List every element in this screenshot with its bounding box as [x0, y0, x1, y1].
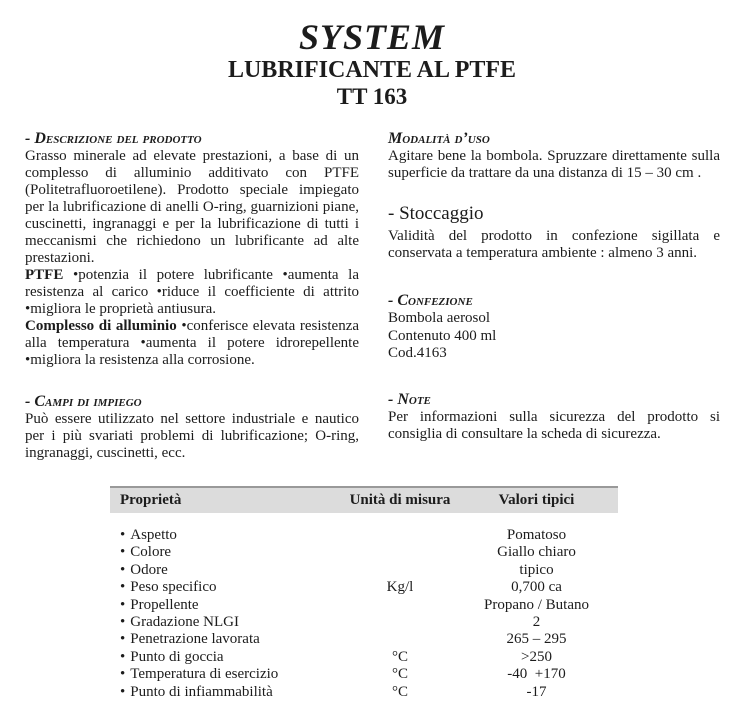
- note-body: Per informazioni sulla sicurezza del prodotto si consiglia di consultare la scheda di sicurezza.: [388, 408, 720, 442]
- right-column: [388, 130, 720, 443]
- property-value: tipico: [519, 561, 554, 578]
- property-unit: °C: [391, 683, 408, 700]
- bullet-icon: •: [120, 544, 126, 561]
- property-unit: °C: [391, 648, 408, 665]
- property-unit: [345, 614, 455, 631]
- confezione-line: Cod.4163: [388, 345, 447, 361]
- table-row: [110, 562, 618, 579]
- column-header-values: Valori tipici: [498, 492, 575, 508]
- stoccaggio-body: Validità del prodotto in confezione sigillata e conservata a temperatura ambiente : almeno 3 anni.: [388, 228, 720, 261]
- property-name: Colore: [130, 544, 172, 561]
- table-row: [110, 544, 618, 561]
- column-header-property: Proprietà: [120, 492, 182, 508]
- left-column: [25, 130, 359, 462]
- product-title: LUBRIFICANTE AL PTFE: [227, 57, 517, 83]
- property-name: Temperatura di esercizio: [130, 666, 279, 683]
- bullet-icon: •: [120, 527, 126, 543]
- property-name: Gradazione NLGI: [130, 614, 239, 631]
- property-name: Aspetto: [130, 527, 177, 543]
- property-value: 265 – 295: [506, 631, 567, 648]
- table-row: [110, 631, 618, 648]
- brand-title: SYSTEM: [298, 17, 446, 57]
- section-heading-stoccaggio: - Stoccaggio: [388, 203, 484, 224]
- table-row: [110, 597, 618, 614]
- property-value: 0,700 ca: [511, 579, 562, 596]
- alluminio-text: •conferisce elevata resistenza alla temperatura •aumenta il potere idrorepellente •migliora la resistenza alla corrosione.: [25, 318, 360, 368]
- property-value: -40 +170: [507, 666, 566, 683]
- bullet-icon: •: [120, 683, 126, 700]
- bullet-icon: •: [120, 561, 126, 578]
- campi-body: Può essere utilizzato nel settore industriale e nautico per i più svariati problemi di lubrificazione; O-ring, ingranaggi, cuscinetti, ecc.: [25, 411, 359, 461]
- bullet-icon: •: [120, 648, 126, 665]
- table-row: [110, 684, 618, 701]
- property-value: Pomatoso: [506, 527, 567, 543]
- property-name: Punto di infiammabilità: [130, 683, 273, 700]
- section-heading-uso: Modalità d’uso: [388, 130, 490, 147]
- property-name: Penetrazione lavorata: [130, 631, 260, 648]
- bullet-icon: •: [120, 614, 126, 631]
- table-body: [110, 527, 618, 701]
- bullet-icon: •: [120, 666, 126, 683]
- ptfe-paragraph: [25, 267, 359, 318]
- property-unit: [345, 631, 455, 648]
- property-name: Propellente: [130, 596, 199, 613]
- column-header-unit: Unità di misura: [349, 492, 451, 508]
- confezione-line: Contenuto 400 ml: [388, 327, 497, 344]
- section-heading-note: - Note: [388, 390, 431, 408]
- bullet-icon: •: [120, 579, 126, 596]
- uso-body: Agitare bene la bombola. Spruzzare direttamente sulla superficie da trattare da una distanza di 15 – 30 cm .: [388, 148, 720, 181]
- table-row: [110, 614, 618, 631]
- property-unit: [345, 544, 455, 561]
- section-heading-descrizione: - Descrizione del prodotto: [25, 130, 202, 147]
- bullet-icon: •: [120, 596, 126, 613]
- property-unit: °C: [391, 666, 408, 683]
- property-name: Peso specifico: [130, 579, 217, 596]
- section-heading-campi: - Campi di impiego: [25, 393, 142, 410]
- page-header: [0, 18, 744, 110]
- bullet-icon: •: [120, 631, 126, 648]
- properties-table: [110, 486, 618, 701]
- property-unit: Kg/l: [386, 579, 414, 596]
- ptfe-text: •potenzia il potere lubrificante •aumenta la resistenza al carico •riduce il coefficiente di attrito •migliora le proprietà antiusura.: [25, 267, 359, 317]
- table-row: [110, 666, 618, 683]
- table-row: [110, 649, 618, 666]
- alluminio-paragraph: [25, 318, 359, 369]
- descrizione-body: Grasso minerale ad elevate prestazioni, a base di un complesso di alluminio additivato con PTFE (Politetrafluoroetilene). Prodotto speciale impiegato per la lubrificazione di anelli O-ring, guarnizioni piane, cuscinetti, ingranaggi e per la lubrificazione di tutti i meccanismi che richiedono un lubrificante ad alte prestazioni.: [25, 148, 359, 266]
- table-row: [110, 527, 618, 544]
- table-row: [110, 579, 618, 596]
- alluminio-lead: Complesso di alluminio: [25, 318, 177, 334]
- table-header-row: [110, 486, 618, 513]
- property-value: Propano / Butano: [484, 596, 589, 613]
- property-value: Giallo chiaro: [497, 544, 576, 561]
- property-value: >250: [521, 648, 552, 665]
- property-name: Punto di goccia: [130, 648, 224, 665]
- property-unit: [345, 527, 455, 544]
- ptfe-lead: PTFE: [25, 267, 64, 283]
- property-name: Odore: [130, 561, 168, 578]
- property-value: -17: [526, 683, 547, 700]
- section-heading-confezione: - Confezione: [388, 292, 473, 309]
- product-code: TT 163: [336, 84, 408, 109]
- property-value: 2: [532, 614, 541, 631]
- confezione-line: Bombola aerosol: [388, 310, 491, 326]
- property-unit: [345, 597, 455, 614]
- property-unit: [345, 562, 455, 579]
